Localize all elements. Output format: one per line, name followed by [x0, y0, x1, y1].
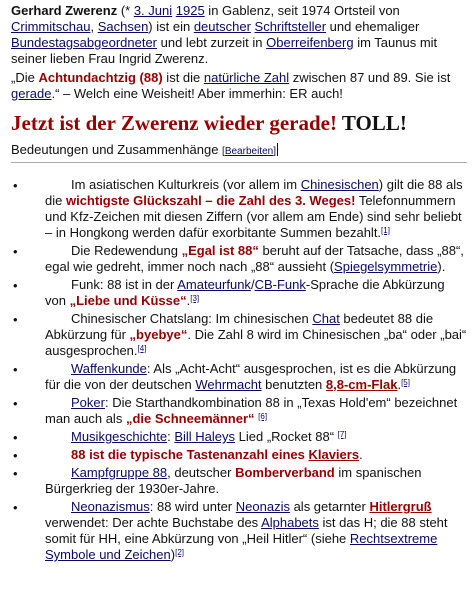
link-cb-funk[interactable]: CB-Funk — [254, 277, 306, 292]
link-birth-date[interactable]: 3. Juni — [133, 3, 173, 18]
item-text: beruht auf der Tatsache, dass „88“, egal wie gedreht, immer noch nach „88“ aussieht ( — [45, 243, 464, 274]
link-neonazis[interactable]: Neonazis — [235, 499, 290, 514]
item-text: Chinesischer Chatslang: Im chinesischen — [71, 311, 313, 326]
item-text: : Als „Acht-Acht“ ausgesprochen, ist es die Abkürzung für die von der deutschen — [45, 361, 457, 392]
item-text: ist das H; die 88 steht somit für HH, eine Abkürzung von „Heil Hitler“ (siehe — [45, 515, 448, 546]
reference-link[interactable]: [7] — [337, 430, 347, 439]
link-gerade[interactable]: gerade — [11, 86, 52, 101]
reference-link[interactable]: [3] — [190, 294, 200, 303]
quote-text: ist die — [162, 70, 204, 85]
item-text: Funk: 88 ist in der — [71, 277, 178, 292]
reference-link[interactable]: [4] — [137, 344, 147, 353]
item-highlight: wichtigste Glückszahl – die Zahl des 3. Weges! — [65, 193, 356, 208]
section-title: Bedeutungen und Zusammenhänge — [11, 142, 223, 157]
meanings-list — [11, 177, 469, 563]
link-musikgeschichte[interactable]: Musikgeschichte — [71, 429, 168, 444]
item-text: . — [359, 447, 363, 462]
bullet-icon: • — [13, 466, 18, 481]
item-highlight: „Liebe und Küsse“ — [69, 293, 187, 308]
reference-link[interactable]: [5] — [401, 378, 410, 387]
link-bundestagsabgeordneter[interactable]: Bundestagsabgeordneter — [11, 35, 158, 50]
edit-link[interactable]: Bearbeiten — [224, 146, 274, 157]
list-item — [11, 447, 469, 463]
item-text: verwendet: Der achte Buchstabe des — [45, 515, 262, 530]
edit-section — [222, 146, 276, 157]
link-oberreifenberg[interactable]: Oberreifenberg — [266, 35, 354, 50]
item-text: . — [397, 377, 402, 392]
link-chat[interactable]: Chat — [312, 311, 340, 326]
intro-paragraph — [11, 3, 469, 67]
item-text: -Sprache die Abkürzung von — [45, 277, 445, 308]
intro-text: im Taunus mit seiner lieben Frau Ingrid Zwerenz. — [11, 35, 438, 66]
list-item — [11, 177, 469, 241]
quote-text: zwischen 87 und 89. Sie ist — [289, 70, 451, 85]
quote-text: „Die — [11, 70, 39, 85]
item-text: . — [186, 293, 191, 308]
link-poker[interactable]: Poker — [71, 395, 105, 410]
item-text: : 88 wird unter — [149, 499, 236, 514]
list-item — [11, 499, 469, 563]
item-text: Im asiatischen Kulturkreis (vor allem im — [71, 177, 301, 192]
link-flak[interactable]: 8,8-cm-Flak — [325, 377, 398, 392]
link-bill-haleys[interactable]: Bill Haleys — [174, 429, 236, 444]
item-text: . Die Zahl 8 wird im Chinesischen „ba“ oder „bai“ ausgesprochen. — [45, 327, 467, 358]
intro-text: und lebt zurzeit in — [157, 35, 267, 50]
bullet-icon: • — [13, 278, 18, 293]
item-text: Die Redewendung — [71, 243, 182, 258]
text-cursor — [277, 143, 278, 156]
link-alphabets[interactable]: Alphabets — [261, 515, 319, 530]
link-crimmitschau[interactable]: Crimmitschau — [11, 19, 91, 34]
link-sachsen[interactable]: Sachsen — [97, 19, 149, 34]
intro-text: (* — [117, 3, 134, 18]
link-wehrmacht[interactable]: Wehrmacht — [195, 377, 262, 392]
list-item — [11, 311, 469, 359]
link-rechtsextreme-symbole[interactable]: Rechtsextreme Symbole und Zeichen — [45, 531, 438, 562]
item-text: , deutscher — [167, 465, 236, 480]
list-item — [11, 277, 469, 309]
link-natuerliche-zahl[interactable]: natürliche Zahl — [203, 70, 290, 85]
item-highlight: „die Schneemänner“ — [125, 411, 255, 426]
item-highlight: 88 ist die typische Tastenanzahl eines — [71, 447, 309, 462]
link-klaviers[interactable]: Klaviers — [308, 447, 360, 462]
item-highlight: Bomberverband — [235, 465, 335, 480]
quote-term: Achtundachtzig (88) — [38, 70, 163, 85]
item-highlight: „byebye“ — [129, 327, 188, 342]
item-text: : — [167, 429, 175, 444]
item-highlight: „Egal ist 88“ — [181, 243, 259, 258]
link-schriftsteller[interactable]: Schriftsteller — [254, 19, 327, 34]
bullet-icon: • — [13, 430, 18, 445]
reference-link[interactable]: [2] — [175, 548, 184, 557]
item-text: ). — [437, 259, 446, 274]
bullet-icon: • — [13, 312, 18, 327]
link-kampfgruppe-88[interactable]: Kampfgruppe 88 — [71, 465, 168, 480]
item-text: bedeutet 88 die Abkürzung für — [45, 311, 434, 342]
intro-text: , — [90, 19, 98, 34]
item-text: Lied „Rocket 88“ — [235, 429, 335, 444]
item-text: benutzten — [261, 377, 326, 392]
bullet-icon: • — [13, 178, 18, 193]
list-item — [11, 429, 469, 445]
list-item — [11, 361, 469, 393]
item-text: ) — [170, 547, 176, 562]
list-item — [11, 395, 469, 427]
person-name: Gerhard Zwerenz — [11, 3, 118, 18]
link-deutscher[interactable]: deutscher — [193, 19, 251, 34]
list-item — [11, 243, 469, 275]
edit-bracket-close: ] — [273, 146, 276, 157]
item-text: / — [250, 277, 255, 292]
intro-text: ) ist ein — [148, 19, 194, 34]
quote-paragraph — [11, 70, 469, 102]
link-spiegelsymmetrie[interactable]: Spiegelsymmetrie — [334, 259, 438, 274]
link-chinesischen[interactable]: Chinesischen — [300, 177, 379, 192]
item-text: Telefonnummern und Kfz-Zeichen mit diesen Ziffern (vor allem am Ende) sind sehr beliebt – in Hongkong werden dafür exorbitante Summen bezahlt. — [45, 193, 462, 240]
bullet-icon: • — [13, 448, 18, 463]
bullet-icon: • — [13, 244, 18, 259]
intro-text: und ehemaliger — [326, 19, 420, 34]
link-neonazismus[interactable]: Neonazismus — [71, 499, 150, 514]
reference-link[interactable]: [1] — [381, 226, 390, 235]
item-text: im spanischen Bürgerkrieg der 1930er-Jahre. — [45, 465, 422, 496]
reference-link[interactable]: [6] — [258, 412, 268, 421]
list-item — [11, 465, 469, 497]
bullet-icon: • — [13, 396, 18, 411]
page-headline — [11, 111, 469, 135]
headline-main: Jetzt ist der Zwerenz wieder gerade! — [11, 111, 342, 135]
headline-toll: TOLL! — [341, 111, 407, 135]
item-text: ) gilt die 88 als die — [45, 177, 463, 208]
link-waffenkunde[interactable]: Waffenkunde — [71, 361, 147, 376]
item-text: : Die Starthandkombination 88 in „Texas Hold'em“ bezeichnet man auch als — [45, 395, 458, 426]
bullet-icon: • — [13, 500, 18, 515]
edit-bracket-open: [ — [222, 146, 225, 157]
item-text: als getarnter — [289, 499, 370, 514]
quote-text: .“ – Welch eine Weisheit! Aber immerhin: ER auch! — [51, 86, 343, 101]
link-hitlergruss[interactable]: Hitlergruß — [369, 499, 432, 514]
link-amateurfunk[interactable]: Amateurfunk — [177, 277, 251, 292]
link-birth-year[interactable]: 1925 — [175, 3, 205, 18]
section-heading — [11, 141, 467, 163]
intro-text: in Gablenz, seit 1974 Ortsteil von — [204, 3, 400, 18]
bullet-icon: • — [13, 362, 18, 377]
